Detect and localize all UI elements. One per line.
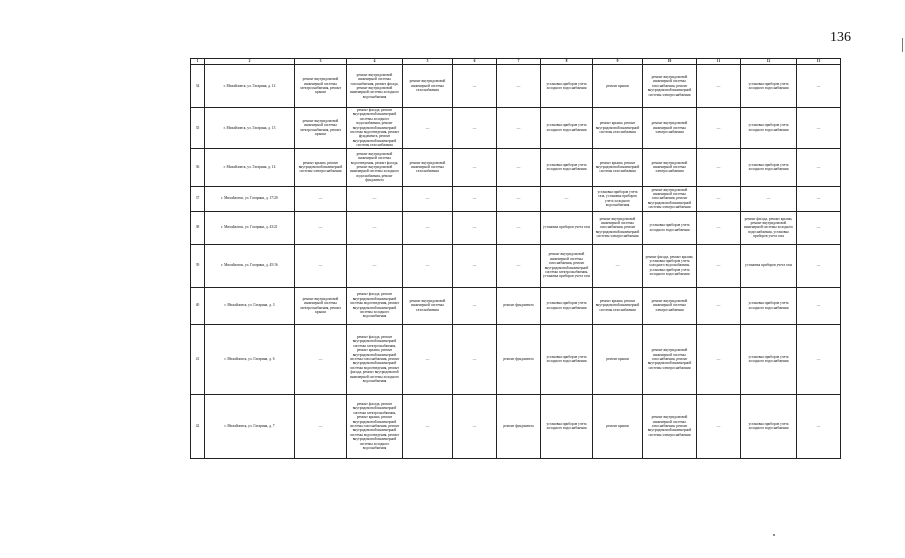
work-type-cell-c6: — (453, 244, 497, 287)
work-type-cell-c9: — (593, 244, 643, 287)
work-type-cell-c8: ремонт внутридомовой инженерной системы газоснабжения, ремонт внутридомовой инженерной системы электроснабжения, установка приборов учета газа (541, 244, 593, 287)
work-type-cell-c13: — (797, 244, 841, 287)
work-type-cell-c7: ремонт фундамента (497, 394, 541, 458)
work-type-cell-c12: установка приборов учета газа (741, 244, 797, 287)
work-type-cell-c13: — (797, 211, 841, 244)
address-cell: г. Михайловск, ул. Гагарина, д. 14 (205, 148, 295, 186)
table-row (191, 186, 841, 211)
work-type-cell-c9: установка приборов учета газа, установка приборов учета холодного водоснабжения (593, 186, 643, 211)
column-number: 5 (403, 59, 453, 65)
work-type-cell-c5: — (403, 324, 453, 394)
work-type-cell-c10: ремонт внутридомовой инженерной системы электроснабжения (643, 287, 697, 324)
work-type-cell-c8: установка приборов учета холодного водоснабжения (541, 108, 593, 149)
work-type-cell-c7: — (497, 108, 541, 149)
row-number-cell: 39 (191, 244, 205, 287)
work-type-cell-c7: ремонт фундамента (497, 324, 541, 394)
work-type-cell-c4: — (347, 211, 403, 244)
work-type-cell-c3: ремонт внутридомовой инженерной системы электроснабжения, ремонт крыши (295, 287, 347, 324)
column-number: 11 (697, 59, 741, 65)
work-type-cell-c13: — (797, 186, 841, 211)
work-type-cell-c12: установка приборов учета холодного водоснабжения (741, 108, 797, 149)
work-type-cell-c5: — (403, 394, 453, 458)
work-type-cell-c8: установка приборов учета газа (541, 211, 593, 244)
work-type-cell-c10: ремонт фасада, ремонт крыши, установка приборов учета холодного водоснабжения, установка приборов учета холодного водоснабжения (643, 244, 697, 287)
work-type-cell-c6: — (453, 324, 497, 394)
work-type-cell-c13: — (797, 65, 841, 108)
table-row (191, 65, 841, 108)
address-cell: г. Михайловск, ул. Гагарина, д. 13 (205, 108, 295, 149)
row-number-cell: 38 (191, 211, 205, 244)
work-type-cell-c11: — (697, 186, 741, 211)
work-type-cell-c12: установка приборов учета холодного водоснабжения (741, 65, 797, 108)
work-type-cell-c3: — (295, 211, 347, 244)
work-type-cell-c12: ремонт фасада, ремонт крыши, ремонт внутридомовой инженерной системы холодного водоснабжения, установка приборов учета газа (741, 211, 797, 244)
row-number-cell: 34 (191, 65, 205, 108)
work-type-cell-c3: ремонт внутридомовой инженерной системы электроснабжения, ремонт крыши (295, 108, 347, 149)
work-type-cell-c8: установка приборов учета холодного водоснабжения (541, 324, 593, 394)
work-type-cell-c3: — (295, 324, 347, 394)
work-type-cell-c10: установка приборов учета холодного водоснабжения (643, 211, 697, 244)
work-type-cell-c3: — (295, 244, 347, 287)
column-number: 7 (497, 59, 541, 65)
work-type-cell-c5: ремонт внутридомовой инженерной системы газоснабжения (403, 148, 453, 186)
column-number: 13 (797, 59, 841, 65)
work-type-cell-c5: — (403, 211, 453, 244)
page-number: 136 (830, 30, 851, 45)
work-type-cell-c13: — (797, 108, 841, 149)
table-row (191, 148, 841, 186)
work-type-cell-c5: — (403, 244, 453, 287)
address-cell: г. Михайловск, ул. Гагарина, д. 6 (205, 324, 295, 394)
repair-schedule-table (190, 58, 841, 459)
work-type-cell-c6: — (453, 65, 497, 108)
table-row (191, 244, 841, 287)
work-type-cell-c13: — (797, 324, 841, 394)
column-number: 8 (541, 59, 593, 65)
work-type-cell-c5: — (403, 108, 453, 149)
work-type-cell-c9: ремонт крыши (593, 324, 643, 394)
work-type-cell-c8: установка приборов учета холодного водоснабжения (541, 148, 593, 186)
work-type-cell-c5: — (403, 186, 453, 211)
work-type-cell-c9: ремонт крыши, ремонт внутридомовой инженерной системы газоснабжения (593, 108, 643, 149)
work-type-cell-c4: ремонт внутридомовой инженерной системы водоотведения, ремонт фасада, ремонт внутридомовой инженерной системы холодного водоснабжения, ремонт фундамента (347, 148, 403, 186)
work-type-cell-c12: установка приборов учета холодного водоснабжения (741, 324, 797, 394)
work-type-cell-c6: — (453, 186, 497, 211)
address-cell: г. Михайловск, ул. Гагарина, д. 43/21 (205, 211, 295, 244)
work-type-cell-c6: — (453, 211, 497, 244)
work-type-cell-c3: — (295, 394, 347, 458)
work-type-cell-c8: установка приборов учета холодного водоснабжения (541, 287, 593, 324)
work-type-cell-c8: — (541, 186, 593, 211)
address-cell: г. Михайловск, ул. Гагарина, д. 3 (205, 287, 295, 324)
work-type-cell-c7: — (497, 186, 541, 211)
column-number: 6 (453, 59, 497, 65)
address-cell: г. Михайловск, ул. Гагарина, д. 7 (205, 394, 295, 458)
column-number: 4 (347, 59, 403, 65)
work-type-cell-c7: — (497, 211, 541, 244)
work-type-cell-c7: — (497, 148, 541, 186)
work-type-cell-c8: установка приборов учета холодного водоснабжения (541, 65, 593, 108)
column-number: 12 (741, 59, 797, 65)
work-type-cell-c3: ремонт крыши, ремонт внутридомовой инженерной системы электроснабжения (295, 148, 347, 186)
work-type-cell-c11: — (697, 324, 741, 394)
column-number: 2 (205, 59, 295, 65)
work-type-cell-c5: ремонт внутридомовой инженерной системы газоснабжения (403, 65, 453, 108)
work-type-cell-c11: — (697, 287, 741, 324)
work-type-cell-c3: — (295, 186, 347, 211)
column-number: 1 (191, 59, 205, 65)
work-type-cell-c11: — (697, 65, 741, 108)
work-type-cell-c11: — (697, 244, 741, 287)
work-type-cell-c11: — (697, 148, 741, 186)
work-type-cell-c4: ремонт фасада, ремонт внутридомовой инженерной системы электроснабжения, ремонт крыши, ремонт внутридомовой инженерной системы газоснабжения, ремонт внутридомовой инженерной системы водоотведения, ремонт фасада, ремонт внутридомовой инженерной системы холодного водоснабжения (347, 324, 403, 394)
row-number-cell: 35 (191, 108, 205, 149)
work-type-cell-c11: — (697, 108, 741, 149)
work-type-cell-c9: ремонт внутридомовой инженерной системы газоснабжения, ремонт внутридомовой инженерной системы электроснабжения (593, 211, 643, 244)
work-type-cell-c7: — (497, 244, 541, 287)
work-type-cell-c13: — (797, 148, 841, 186)
table-row (191, 211, 841, 244)
work-type-cell-c10: ремонт внутридомовой инженерной системы электроснабжения (643, 108, 697, 149)
work-type-cell-c4: ремонт фасада, ремонт внутридомовой инженерной системы водоотведения, ремонт внутридомовой инженерной системы холодного водоснабжения (347, 287, 403, 324)
work-type-cell-c11: — (697, 394, 741, 458)
work-type-cell-c12: установка приборов учета холодного водоснабжения (741, 287, 797, 324)
row-number-cell: 41 (191, 324, 205, 394)
row-number-cell: 36 (191, 148, 205, 186)
work-type-cell-c6: — (453, 108, 497, 149)
column-number: 9 (593, 59, 643, 65)
work-type-cell-c10: ремонт внутридомовой инженерной системы газоснабжения, ремонт внутридомовой инженерной системы электроснабжения (643, 394, 697, 458)
row-number-cell: 40 (191, 287, 205, 324)
work-type-cell-c9: ремонт крыши (593, 394, 643, 458)
margin-mark (902, 38, 903, 52)
work-type-cell-c6: — (453, 148, 497, 186)
work-type-cell-c9: ремонт крыши, ремонт внутридомовой инженерной системы газоснабжения (593, 287, 643, 324)
work-type-cell-c6: — (453, 287, 497, 324)
work-type-cell-c10: ремонт внутридомовой инженерной системы электроснабжения (643, 148, 697, 186)
work-type-cell-c12: — (741, 186, 797, 211)
address-cell: г. Михайловск, ул. Гагарина, д. 12 (205, 65, 295, 108)
work-type-cell-c11: — (697, 211, 741, 244)
work-type-cell-c4: ремонт фасада, ремонт внутридомовой инженерной системы электроснабжения, ремонт крыши, ремонт внутридомовой инженерной системы газоснабжения, ремонт внутридомовой инженерной системы водоотведения, ремонт внутридомовой инженерной системы холодного водоснабжения (347, 394, 403, 458)
work-type-cell-c13: — (797, 394, 841, 458)
work-type-cell-c4: ремонт фасада, ремонт внутридомовой инженерной системы холодного водоснабжения, ремонт внутридомовой инженерной системы водоотведения, ремонт фундамента, ремонт внутридомовой инженерной системы газоснабжения (347, 108, 403, 149)
row-number-cell: 37 (191, 186, 205, 211)
work-type-cell-c10: ремонт внутридомовой инженерной системы газоснабжения, ремонт внутридомовой инженерной системы электроснабжения (643, 186, 697, 211)
work-type-cell-c4: — (347, 186, 403, 211)
table-row (191, 394, 841, 458)
column-number: 10 (643, 59, 697, 65)
work-type-cell-c7: ремонт фундамента (497, 287, 541, 324)
address-cell: г. Михайловск, ул. Гагарина, д. 17/20 (205, 186, 295, 211)
work-type-cell-c10: ремонт внутридомовой инженерной системы газоснабжения, ремонт внутридомовой инженерной системы электроснабжения (643, 324, 697, 394)
work-type-cell-c10: ремонт внутридомовой инженерной системы газоснабжения, ремонт внутридомовой инженерной системы электроснабжения (643, 65, 697, 108)
work-type-cell-c8: установка приборов учета холодного водоснабжения (541, 394, 593, 458)
table-row (191, 108, 841, 149)
work-type-cell-c5: ремонт внутридомовой инженерной системы газоснабжения (403, 287, 453, 324)
work-type-cell-c12: установка приборов учета холодного водоснабжения (741, 394, 797, 458)
address-cell: г. Михайловск, ул. Гагарина, д. 45/16 (205, 244, 295, 287)
row-number-cell: 42 (191, 394, 205, 458)
work-type-cell-c6: — (453, 394, 497, 458)
table-row (191, 324, 841, 394)
work-type-cell-c9: ремонт крыши, ремонт внутридомовой инженерной системы газоснабжения (593, 148, 643, 186)
work-type-cell-c13: — (797, 287, 841, 324)
work-type-cell-c12: установка приборов учета холодного водоснабжения (741, 148, 797, 186)
work-type-cell-c9: ремонт крыши (593, 65, 643, 108)
work-type-cell-c4: ремонт внутридомовой инженерной системы газоснабжения, ремонт фасада, ремонт внутридомовой инженерной системы холодного водоснабжения (347, 65, 403, 108)
column-number: 3 (295, 59, 347, 65)
work-type-cell-c7: — (497, 65, 541, 108)
table-row (191, 287, 841, 324)
stray-mark (773, 534, 775, 536)
work-type-cell-c3: ремонт внутридомовой инженерной системы электроснабжения, ремонт крыши (295, 65, 347, 108)
work-type-cell-c4: — (347, 244, 403, 287)
